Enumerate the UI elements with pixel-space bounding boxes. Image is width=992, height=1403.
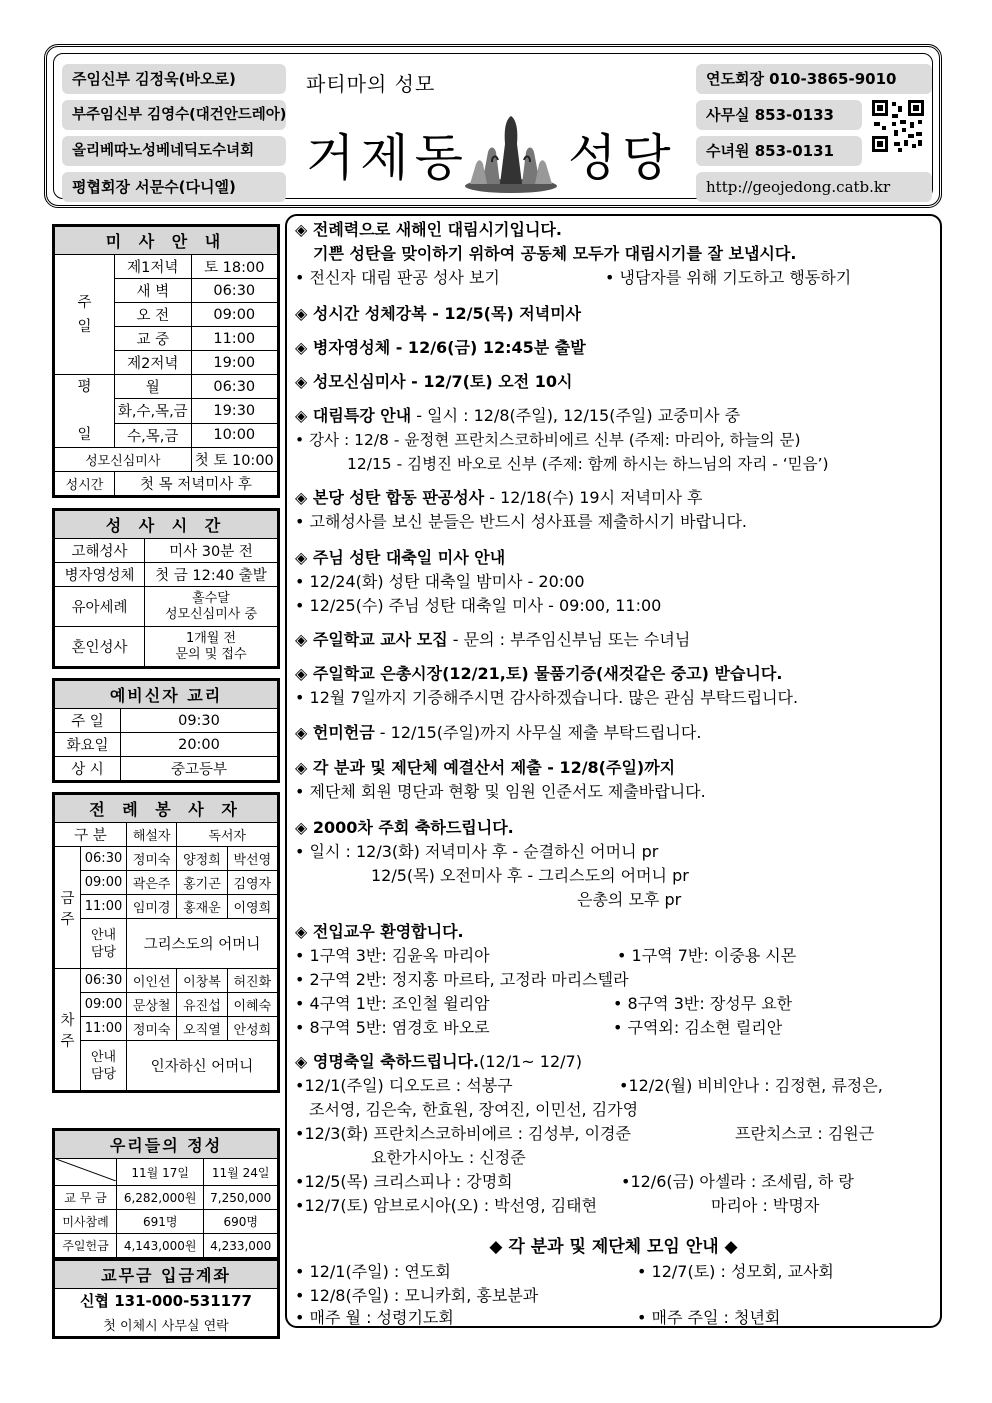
notice-heading: ◈ 주님 성탄 대축일 미사 안내 bbox=[295, 548, 506, 567]
mass-sunday-time: 11:00 bbox=[191, 327, 277, 351]
guide-group: 인자하신 어머니 bbox=[127, 1041, 278, 1091]
account-number: 신협 131-000-531177 bbox=[55, 1289, 278, 1313]
sacrament-time: 1개월 전 문의 및 접수 bbox=[145, 627, 278, 667]
mass-sunday-name: 제1저녁 bbox=[115, 255, 192, 279]
server-commentator: 임미경 bbox=[127, 895, 177, 919]
feast-entry: 마리아 : 박명자 bbox=[711, 1196, 820, 1215]
servers-table bbox=[54, 794, 278, 1091]
notice-bullet: • 고해성사를 보신 분들은 반드시 성사표를 제출하시기 바랍니다. bbox=[295, 512, 747, 531]
mass-sunday-name: 새 벽 bbox=[115, 279, 192, 303]
server-time: 06:30 bbox=[81, 847, 127, 871]
notice-heading: ◈ 성시간 성체강복 - 12/5(목) 저녁미사 bbox=[295, 304, 582, 323]
account-note: 첫 이체시 사무실 연락 bbox=[55, 1313, 278, 1337]
feast-entry: 요한가시아노 : 신정준 bbox=[371, 1148, 526, 1167]
notice-bullet: • 12/24(화) 성탄 대축일 밤미사 - 20:00 bbox=[295, 572, 585, 591]
meeting-entry: • 매주 월 : 성령기도회 bbox=[295, 1308, 454, 1327]
feast-entry: •12/5(목) 크리스피나 : 강명희 bbox=[295, 1172, 513, 1191]
server-reader: 양정희 bbox=[177, 847, 227, 871]
offering-value: 6,282,000원 bbox=[117, 1186, 204, 1210]
catechumen-title: 예비신자 교리 bbox=[55, 681, 278, 709]
notice-heading: ◈ 각 분과 및 제단체 예결산서 제출 - 12/8(주일)까지 bbox=[295, 758, 676, 777]
server-commentator: 정미숙 bbox=[127, 1017, 177, 1041]
catechumen-day: 주 일 bbox=[55, 709, 121, 733]
mass-sunday-time: 06:30 bbox=[191, 279, 277, 303]
mass-weekday-name: 수,목,금 bbox=[115, 423, 192, 447]
mass-sunday-name: 교 중 bbox=[115, 327, 192, 351]
notice-heading: ◈ 헌미헌금 bbox=[295, 723, 375, 742]
mass-sunday-time: 토 18:00 bbox=[191, 255, 277, 279]
account-box bbox=[52, 1258, 280, 1339]
offering-value: 4,233,000 bbox=[204, 1234, 278, 1258]
header-title-left: 거제동 bbox=[306, 129, 469, 187]
mass-schedule-table bbox=[54, 226, 278, 496]
server-reader: 허진화 bbox=[227, 969, 277, 993]
sacrament-name: 병자영성체 bbox=[55, 563, 145, 587]
sacrament-table bbox=[54, 510, 278, 667]
pastor-pill: 주임신부 김정욱(바오로) bbox=[62, 64, 286, 94]
notice-line bbox=[295, 628, 690, 652]
sacrament-time: 홀수달 성모신심미사 중 bbox=[145, 587, 278, 627]
servers-box bbox=[52, 792, 280, 1093]
website-link[interactable]: http://geojedong.catb.kr bbox=[696, 172, 932, 202]
notice-bullet: 12/5(목) 오전미사 후 - 그리스도의 어머니 pr bbox=[371, 866, 689, 885]
catechumen-day: 상 시 bbox=[55, 757, 121, 781]
notice-heading: ◈ 전입교우 환영합니다. bbox=[295, 922, 464, 941]
server-commentator: 문상철 bbox=[127, 993, 177, 1017]
catechumen-time: 중고등부 bbox=[121, 757, 278, 781]
server-reader: 홍기곤 bbox=[177, 871, 227, 895]
offering-title: 우리들의 정성 bbox=[55, 1131, 278, 1159]
mass-extra-name: 성시간 bbox=[55, 472, 115, 496]
notice-heading: ◈ 2000차 주회 축하드립니다. bbox=[295, 818, 514, 837]
feast-entry: •12/7(토) 암브로시아(오) : 박선영, 김태현 bbox=[295, 1196, 598, 1215]
offering-value: 690명 bbox=[204, 1210, 278, 1234]
header-inner bbox=[53, 53, 933, 199]
sisters-pill: 올리베따노성베네딕도수녀회 bbox=[62, 136, 286, 166]
sacrament-time: 첫 금 12:40 출발 bbox=[145, 563, 278, 587]
account-title: 교무금 입금계좌 bbox=[55, 1261, 278, 1289]
offering-table bbox=[54, 1130, 278, 1258]
notice-bullet: • 일시 : 12/3(화) 저녁미사 후 - 순결하신 어머니 pr bbox=[295, 842, 659, 861]
notice-heading: 기쁜 성탄을 맞이하기 위하여 공동체 모두가 대림시기를 잘 보냅시다. bbox=[313, 244, 797, 263]
server-time: 06:30 bbox=[81, 969, 127, 993]
offering-row-label: 주일헌금 bbox=[55, 1234, 117, 1258]
notice-detail: - 일시 : 12/8(주일), 12/15(주일) 교중미사 중 bbox=[411, 406, 741, 425]
sacrament-box bbox=[52, 508, 280, 669]
header-subtitle: 파티마의 성모 bbox=[306, 72, 436, 96]
server-reader: 이혜숙 bbox=[227, 993, 277, 1017]
guide-label: 안내 담당 bbox=[81, 919, 127, 969]
offering-col: 11월 24일 bbox=[204, 1159, 278, 1186]
qr-code-icon bbox=[870, 98, 926, 154]
mass-sunday-time: 09:00 bbox=[191, 303, 277, 327]
notice-line bbox=[295, 721, 701, 745]
guide-label: 안내 담당 bbox=[81, 1041, 127, 1091]
servers-head: 해설자 bbox=[127, 823, 177, 847]
header-title-right: 성당 bbox=[568, 129, 677, 187]
council-president-pill: 평협회장 서문수(다니엘) bbox=[62, 172, 286, 202]
notice-bullet: • 전신자 대림 판공 성사 보기 bbox=[295, 268, 500, 287]
notice-detail: - 12/18(수) 19시 저녁미사 후 bbox=[484, 488, 703, 507]
rosary-leader-phone-pill: 연도회장 010-3865-9010 bbox=[696, 64, 932, 94]
notice-line bbox=[295, 404, 740, 428]
server-time: 09:00 bbox=[81, 871, 127, 895]
server-reader: 홍재운 bbox=[177, 895, 227, 919]
mass-extra-name: 성모신심미사 bbox=[55, 448, 192, 472]
server-commentator: 정미숙 bbox=[127, 847, 177, 871]
server-reader: 이영희 bbox=[227, 895, 277, 919]
servers-title: 전 례 봉 사 자 bbox=[55, 795, 278, 823]
this-week-label: 금 주 bbox=[55, 847, 81, 969]
header bbox=[44, 44, 942, 208]
offering-value: 4,143,000원 bbox=[117, 1234, 204, 1258]
offering-diagonal bbox=[55, 1159, 117, 1186]
meeting-entry: • 12/1(주일) : 연도회 bbox=[295, 1262, 451, 1281]
notice-bullet: • 구역외: 김소현 릴리안 bbox=[613, 1018, 783, 1037]
offering-value: 7,250,000 bbox=[204, 1186, 278, 1210]
notice-heading: ◈ 병자영성체 - 12/6(금) 12:45분 출발 bbox=[295, 338, 586, 357]
notice-bullet: • 2구역 2반: 정지홍 마르타, 고정라 마리스텔라 bbox=[295, 970, 629, 989]
notice-detail: - 문의 : 부주임신부님 또는 수녀님 bbox=[447, 630, 691, 649]
meeting-entry: • 12/8(주일) : 모니카회, 홍보분과 bbox=[295, 1286, 539, 1305]
notice-heading: ◈ 주일학교 교사 모집 bbox=[295, 630, 448, 649]
notice-bullet: • 8구역 3반: 장성무 요한 bbox=[613, 994, 793, 1013]
weekday-label: 평 일 bbox=[55, 375, 115, 448]
office-phone-pill: 사무실 853-0133 bbox=[696, 100, 862, 130]
notice-detail: (12/1~ 12/7) bbox=[479, 1052, 582, 1071]
mass-extra-time: 첫 토 10:00 bbox=[191, 448, 277, 472]
servers-head: 독서자 bbox=[177, 823, 278, 847]
servers-head: 구 분 bbox=[55, 823, 127, 847]
meeting-entry: • 매주 주일 : 청년회 bbox=[637, 1308, 781, 1327]
diagonal-line-icon bbox=[56, 1159, 116, 1181]
server-time: 09:00 bbox=[81, 993, 127, 1017]
notice-bullet: • 12/25(수) 주님 성탄 대축일 미사 - 09:00, 11:00 bbox=[295, 596, 662, 615]
feast-entry: •12/6(금) 아셀라 : 조세림, 하 랑 bbox=[621, 1172, 854, 1191]
sacrament-name: 고해성사 bbox=[55, 539, 145, 563]
sacrament-time: 미사 30분 전 bbox=[145, 539, 278, 563]
server-reader: 박선영 bbox=[227, 847, 277, 871]
sacrament-name: 유아세례 bbox=[55, 587, 145, 627]
server-reader: 이창복 bbox=[177, 969, 227, 993]
server-time: 11:00 bbox=[81, 1017, 127, 1041]
feast-entry: 조서영, 김은숙, 한효원, 장여진, 이민선, 김가영 bbox=[309, 1100, 639, 1119]
mass-weekday-time: 19:30 bbox=[191, 399, 277, 423]
next-week-label: 차 주 bbox=[55, 969, 81, 1091]
notice-bullet: • 제단체 회원 명단과 현황 및 임원 인준서도 제출바랍니다. bbox=[295, 782, 706, 801]
server-reader: 유진섭 bbox=[177, 993, 227, 1017]
mass-schedule-box bbox=[52, 224, 280, 498]
notice-bullet: 12/15 - 김병진 바오로 신부 (주제: 함께 하시는 하느님의 자리 - ‘믿음’) bbox=[347, 455, 829, 473]
feast-entry: •12/2(월) 비비안나 : 김정현, 류정은, bbox=[619, 1076, 883, 1095]
notice-heading: ◈ 본당 성탄 합동 판공성사 bbox=[295, 488, 485, 507]
catechumen-time: 09:30 bbox=[121, 709, 278, 733]
offering-value: 691명 bbox=[117, 1210, 204, 1234]
sacrament-title: 성 사 시 간 bbox=[55, 511, 278, 539]
server-commentator: 이인선 bbox=[127, 969, 177, 993]
notice-line bbox=[295, 1050, 582, 1074]
server-reader: 안성희 bbox=[227, 1017, 277, 1041]
notice-line bbox=[295, 486, 703, 510]
notice-bullet: • 1구역 7반: 이중용 시몬 bbox=[617, 946, 797, 965]
church-logo-icon bbox=[462, 110, 560, 194]
feast-entry: 프란치스코 : 김원근 bbox=[735, 1124, 875, 1143]
server-reader: 김영자 bbox=[227, 871, 277, 895]
account-table bbox=[54, 1260, 278, 1337]
feast-entry: •12/1(주일) 디오도르 : 석봉구 bbox=[295, 1076, 513, 1095]
offering-row-label: 교 무 금 bbox=[55, 1186, 117, 1210]
mass-title: 미 사 안 내 bbox=[55, 227, 278, 255]
catechumen-time: 20:00 bbox=[121, 733, 278, 757]
server-time: 11:00 bbox=[81, 895, 127, 919]
mass-weekday-time: 06:30 bbox=[191, 375, 277, 399]
notice-bullet: • 1구역 3반: 김윤옥 마리아 bbox=[295, 946, 490, 965]
assistant-pastor-pill: 부주임신부 김영수(대건안드레아) bbox=[62, 100, 286, 130]
server-reader: 오직열 bbox=[177, 1017, 227, 1041]
notice-bullet: 은총의 모후 pr bbox=[577, 890, 682, 909]
offering-row-label: 미사참례 bbox=[55, 1210, 117, 1234]
notice-heading: ◈ 주일학교 은총시장(12/21,토) 물품기증(새것같은 중고) 받습니다. bbox=[295, 664, 783, 683]
notice-detail: - 12/15(주일)까지 사무실 제출 부탁드립니다. bbox=[374, 723, 702, 742]
notice-bullet: • 냉담자를 위해 기도하고 행동하기 bbox=[605, 268, 852, 287]
guide-group: 그리스도의 어머니 bbox=[127, 919, 278, 969]
notice-heading: ◈ 영명축일 축하드립니다. bbox=[295, 1052, 480, 1071]
convent-phone-pill: 수녀원 853-0131 bbox=[696, 136, 862, 166]
notice-heading: ◈ 전례력으로 새해인 대림시기입니다. bbox=[295, 220, 562, 239]
meetings-heading: ◆ 각 분과 및 제단체 모임 안내 ◆ bbox=[489, 1237, 738, 1257]
sacrament-name: 혼인성사 bbox=[55, 627, 145, 667]
catechumen-day: 화요일 bbox=[55, 733, 121, 757]
offering-col: 11월 17일 bbox=[117, 1159, 204, 1186]
mass-weekday-name: 월 bbox=[115, 375, 192, 399]
feast-entry: •12/3(화) 프란치스코하비에르 : 김성부, 이경준 bbox=[295, 1124, 631, 1143]
sunday-label: 주 일 bbox=[55, 255, 115, 375]
notices-panel bbox=[285, 214, 942, 1328]
mass-sunday-name: 오 전 bbox=[115, 303, 192, 327]
notice-heading: ◈ 대림특강 안내 bbox=[295, 406, 412, 425]
offering-box bbox=[52, 1128, 280, 1260]
mass-weekday-name: 화,수,목,금 bbox=[115, 399, 192, 423]
catechumen-box bbox=[52, 678, 280, 783]
notice-bullet: • 강사 : 12/8 - 윤정현 프란치스코하비에르 신부 (주제: 마리아, 하늘의 문) bbox=[295, 431, 801, 449]
notice-bullet: • 8구역 5반: 염경호 바오로 bbox=[295, 1018, 490, 1037]
meeting-entry: • 12/7(토) : 성모회, 교사회 bbox=[637, 1262, 834, 1281]
mass-sunday-name: 제2저녁 bbox=[115, 351, 192, 375]
mass-extra-time: 첫 목 저녁미사 후 bbox=[115, 472, 278, 496]
notice-bullet: • 12월 7일까지 기증해주시면 감사하겠습니다. 많은 관심 부탁드립니다. bbox=[295, 688, 799, 707]
server-commentator: 곽은주 bbox=[127, 871, 177, 895]
notice-heading: ◈ 성모신심미사 - 12/7(토) 오전 10시 bbox=[295, 372, 573, 391]
mass-weekday-time: 10:00 bbox=[191, 423, 277, 447]
notice-bullet: • 4구역 1반: 조인철 윌리암 bbox=[295, 994, 490, 1013]
mass-sunday-time: 19:00 bbox=[191, 351, 277, 375]
catechumen-table bbox=[54, 680, 278, 781]
